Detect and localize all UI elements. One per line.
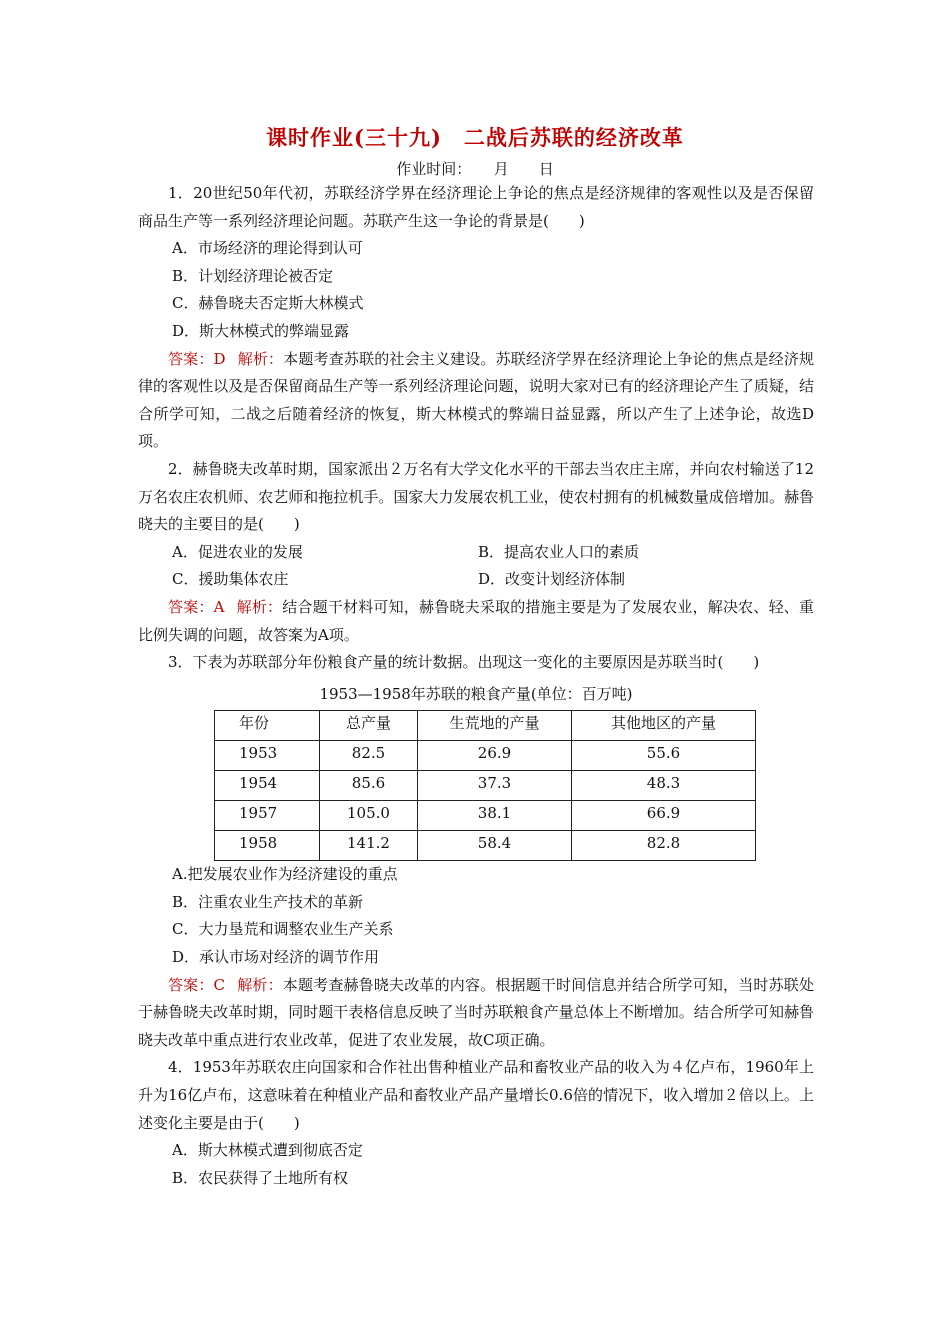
- table-cell: 82.8: [572, 831, 756, 861]
- table-caption: 1953—1958年苏联的粮食产量(单位：百万吨): [319, 684, 633, 703]
- question-2-option-a: A．促进农业的发展: [172, 542, 303, 561]
- table-row: [215, 831, 756, 861]
- question-list: [138, 180, 814, 1192]
- question-1-stem: 1．20世纪50年代初，苏联经济学界在经济理论上争论的焦点是经济规律的客观性以及是否保留商品生产等一系列经济理论问题。苏联产生这一争论的背景是( ): [138, 184, 814, 230]
- table-header-cell: 年份: [215, 711, 320, 741]
- analysis-text: 本题考查赫鲁晓夫改革的内容。根据题干时间信息并结合所学可知，当时苏联处于赫鲁晓夫改革时期，同时题干表格信息反映了当时苏联粮食产量总体上不断增加。结合所学可知赫鲁晓夫改革中重点进行农业改革，促进了农业发展，故C项正确。: [138, 975, 814, 1049]
- table-cell: 105.0: [320, 801, 418, 831]
- question-1-option-c: C．赫鲁晓夫否定斯大林模式: [172, 294, 364, 313]
- table-row: [215, 771, 756, 801]
- table-cell: 26.9: [418, 741, 572, 771]
- question-4-stem: 4．1953年苏联农庄向国家和合作社出售种植业产品和畜牧业产品的收入为４亿卢布，1960年上升为16亿卢布，这意味着在种植业产品和畜牧业产品产量增长0.6倍的情况下，收入增加２倍以上。上述变化主要是由于( ): [138, 1058, 814, 1132]
- table-cell: 141.2: [320, 831, 418, 861]
- question-2-option-c: C．援助集体农庄: [172, 570, 289, 589]
- table-cell: 58.4: [418, 831, 572, 861]
- question-1-option-d: D．斯大林模式的弊端显露: [172, 321, 350, 340]
- table-header-cell: 生荒地的产量: [418, 711, 572, 741]
- question-3-option-a: A.把发展农业作为经济建设的重点: [172, 865, 398, 884]
- table-row: [215, 741, 756, 771]
- question-4-option-a: A．斯大林模式遭到彻底否定: [172, 1141, 363, 1160]
- table-cell: 66.9: [572, 801, 756, 831]
- question-3-option-d: D．承认市场对经济的调节作用: [172, 948, 380, 967]
- question-1-option-a: A．市场经济的理论得到认可: [172, 239, 363, 258]
- table-header-cell: 总产量: [320, 711, 418, 741]
- question-2-options-row-1: [138, 539, 814, 567]
- question-2-option-d: D．改变计划经济体制: [478, 570, 626, 589]
- analysis-label: 解析：: [236, 597, 283, 616]
- question-2-answer: [138, 594, 814, 649]
- table-cell: 38.1: [418, 801, 572, 831]
- table-cell: 85.6: [320, 771, 418, 801]
- question-3-answer: [138, 972, 814, 1055]
- table-cell: 1957: [215, 801, 320, 831]
- analysis-label: 解析：: [237, 975, 283, 994]
- assignment-date-line: 作业时间： 月 日: [396, 160, 554, 178]
- table-cell: 1954: [215, 771, 320, 801]
- question-2-stem: 2．赫鲁晓夫改革时期，国家派出２万名有大学文化水平的干部去当农庄主席，并向农村输送了12万名农庄农机师、农艺师和拖拉机手。国家大力发展农机工业，使农村拥有的机械数量成倍增加。赫鲁晓夫的主要目的是( ): [138, 459, 814, 534]
- question-1-answer: [138, 346, 814, 456]
- question-3-stem: 3．下表为苏联部分年份粮食产量的统计数据。出现这一变化的主要原因是苏联当时( ): [168, 653, 760, 672]
- table-cell: 1958: [215, 831, 320, 861]
- question-1-option-b: B．计划经济理论被否定: [172, 266, 334, 285]
- table-cell: 37.3: [418, 771, 572, 801]
- analysis-label: 解析：: [237, 349, 284, 368]
- table-header-row: [215, 711, 756, 741]
- question-4-option-b: B．农民获得了土地所有权: [172, 1168, 349, 1187]
- page-title: 课时作业(三十九) 二战后苏联的经济改革: [266, 125, 684, 150]
- analysis-text: 本题考查苏联的社会主义建设。苏联经济学界在经济理论上争论的焦点是经济规律的客观性以及是否保留商品生产等一系列经济理论问题，说明大家对已有的经济理论产生了质疑，结合所学可知，二战之后随着经济的恢复，斯大林模式的弊端日益显露，所以产生了上述争论，故选D项。: [138, 349, 814, 451]
- answer-label: 答案：D: [168, 349, 226, 368]
- table-row: [215, 801, 756, 831]
- analysis-text: 结合题干材料可知，赫鲁晓夫采取的措施主要是为了发展农业，解决农、轻、重比例失调的问题，故答案为A项。: [138, 597, 814, 644]
- table-cell: 82.5: [320, 741, 418, 771]
- question-2-option-b: B．提高农业人口的素质: [478, 542, 640, 561]
- answer-label: 答案：C: [168, 975, 226, 994]
- question-3-option-b: B．注重农业生产技术的革新: [172, 892, 364, 911]
- table-cell: 1953: [215, 741, 320, 771]
- table-cell: 48.3: [572, 771, 756, 801]
- table-cell: 55.6: [572, 741, 756, 771]
- question-3-option-c: C．大力垦荒和调整农业生产关系: [172, 920, 394, 939]
- answer-label: 答案：A: [168, 597, 225, 616]
- question-2-options-row-2: [138, 566, 814, 594]
- grain-production-table: [214, 710, 756, 861]
- table-header-cell: 其他地区的产量: [572, 711, 756, 741]
